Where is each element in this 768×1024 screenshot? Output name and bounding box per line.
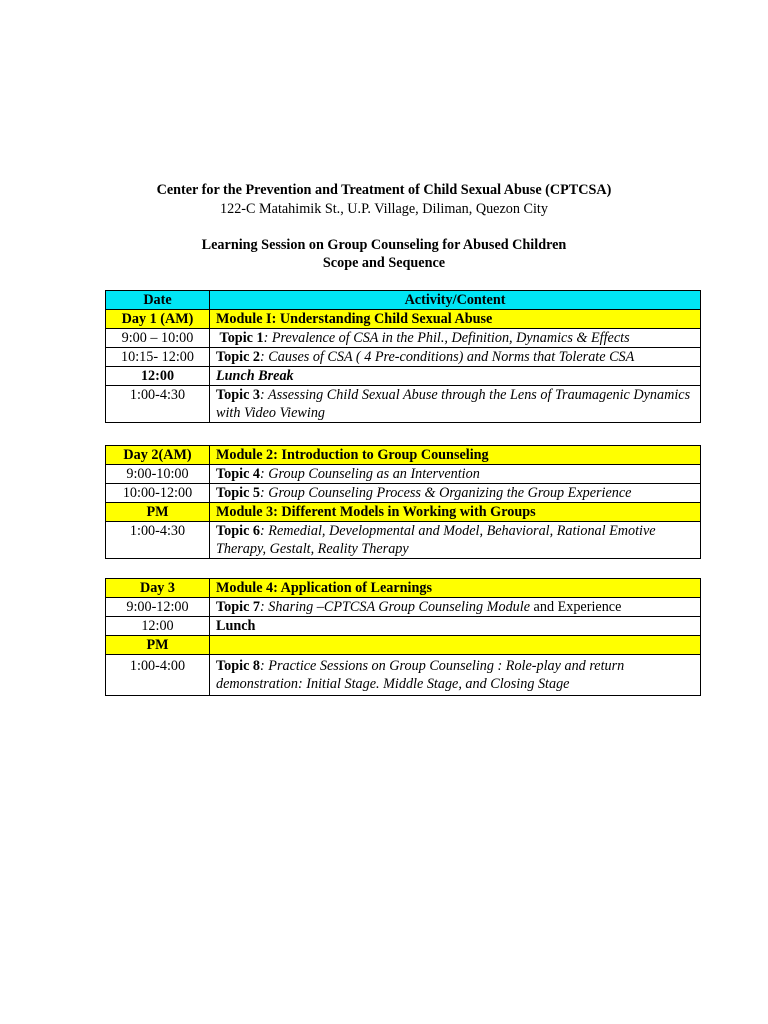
row-content <box>210 348 701 367</box>
table-row <box>106 636 701 655</box>
table-row <box>106 329 701 348</box>
organization-name: Center for the Prevention and Treatment of Child Sexual Abuse (CPTCSA) <box>156 182 612 198</box>
table-row <box>106 598 701 617</box>
topic-text: : Practice Sessions on Group Counseling : Role-play and return demonstration: Initial Stage. Middle Stage, and Closing Stage <box>216 658 625 692</box>
schedule-table-day-3 <box>105 578 701 696</box>
table-row <box>106 310 701 329</box>
topic-label: Topic 2 <box>216 349 261 365</box>
topic-label: Topic 8 <box>216 658 261 674</box>
row-content <box>210 329 701 348</box>
topic-text: : Causes of CSA ( 4 Pre-conditions) and Norms that Tolerate CSA <box>260 349 635 365</box>
table-row <box>106 617 701 636</box>
schedule-table-day-2 <box>105 445 701 559</box>
topic-text: : Group Counseling Process & Organizing the Group Experience <box>260 485 632 501</box>
row-date: Day 1 (AM) <box>106 310 210 329</box>
row-content <box>210 655 701 696</box>
row-content <box>210 522 701 559</box>
session-title: Learning Session on Group Counseling for Abused Children <box>201 237 567 253</box>
row-content <box>210 598 701 617</box>
row-date: 9:00-12:00 <box>106 598 210 617</box>
organization-address: 122-C Matahimik St., U.P. Village, Diliman, Quezon City <box>220 201 548 217</box>
row-date: 10:15- 12:00 <box>106 348 210 367</box>
table-row <box>106 446 701 465</box>
row-content: Lunch Break <box>210 367 701 386</box>
row-module: Module 3: Different Models in Working with Groups <box>210 503 701 522</box>
table-row <box>106 386 701 423</box>
topic-label: Topic 5 <box>216 485 261 501</box>
table-row <box>106 367 701 386</box>
row-module <box>210 636 701 655</box>
table-row <box>106 503 701 522</box>
topic-text: : Sharing –CPTCSA Group Counseling Module <box>260 599 530 615</box>
row-module: Module 2: Introduction to Group Counseling <box>210 446 701 465</box>
topic-label: Topic 6 <box>216 523 261 539</box>
row-date: Day 3 <box>106 579 210 598</box>
row-date: PM <box>106 636 210 655</box>
topic-text: : Assessing Child Sexual Abuse through the Lens of Traumagenic Dynamics with Video Viewing <box>216 387 691 421</box>
row-module: Module 4: Application of Learnings <box>210 579 701 598</box>
row-date: 9:00 – 10:00 <box>106 329 210 348</box>
topic-text: : Prevalence of CSA in the Phil., Definition, Dynamics & Effects <box>263 330 630 346</box>
topic-label: Topic 3 <box>216 387 261 403</box>
row-content: Lunch <box>210 617 701 636</box>
topic-label: Topic 7 <box>216 599 261 615</box>
row-date: 1:00-4:30 <box>106 386 210 423</box>
row-date: PM <box>106 503 210 522</box>
row-content <box>210 465 701 484</box>
topic-text: : Remedial, Developmental and Model, Behavioral, Rational Emotive Therapy, Gestalt, Reality Therapy <box>216 523 656 557</box>
table-row <box>106 484 701 503</box>
table-row <box>106 348 701 367</box>
table-row <box>106 655 701 696</box>
row-module: Module I: Understanding Child Sexual Abuse <box>210 310 701 329</box>
table-header-row <box>106 291 701 310</box>
row-content <box>210 386 701 423</box>
table-row <box>106 522 701 559</box>
row-content <box>210 484 701 503</box>
row-date: 9:00-10:00 <box>106 465 210 484</box>
topic-label: Topic 1 <box>219 330 264 346</box>
row-date: 10:00-12:00 <box>106 484 210 503</box>
schedule-table-day-1 <box>105 290 701 423</box>
row-date: 12:00 <box>106 367 210 386</box>
table-row <box>106 465 701 484</box>
topic-text: : Group Counseling as an Intervention <box>260 466 480 482</box>
topic-label: Topic 4 <box>216 466 261 482</box>
document-subtitle: Scope and Sequence <box>322 255 446 271</box>
row-date: 1:00-4:30 <box>106 522 210 559</box>
header-date: Date <box>106 291 210 310</box>
row-date: Day 2(AM) <box>106 446 210 465</box>
table-row <box>106 579 701 598</box>
row-date: 1:00-4:00 <box>106 655 210 696</box>
row-date: 12:00 <box>106 617 210 636</box>
header-activity: Activity/Content <box>210 291 701 310</box>
topic-suffix: and Experience <box>530 599 622 615</box>
